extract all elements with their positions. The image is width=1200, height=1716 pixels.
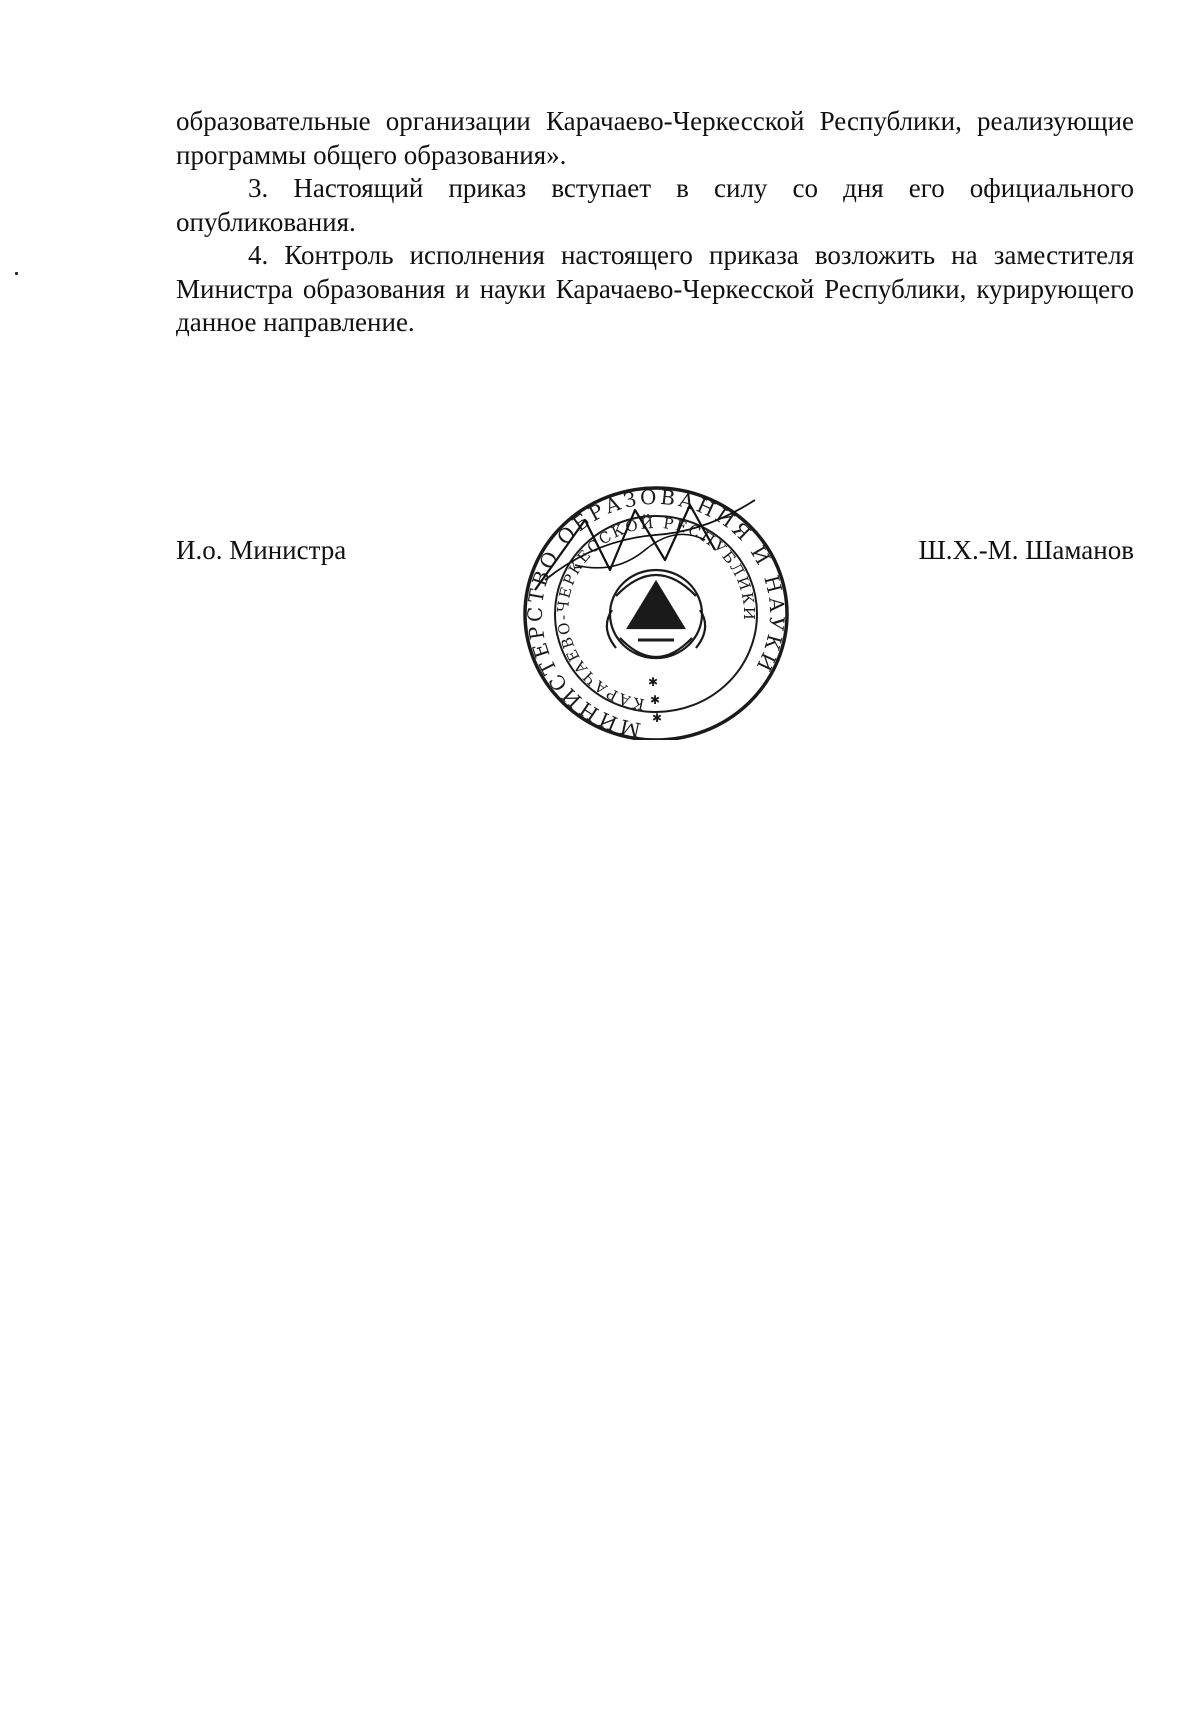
paragraph-item-4: 4. Контроль исполнения настоящего приказа возложить на заместителя Министра образования и науки Карачаево-Черкесской Республики, курирующего данное направление. bbox=[176, 240, 1134, 337]
paragraph-item-3: 3. Настоящий приказ вступает в силу со дня его официального опубликования. bbox=[176, 173, 1134, 237]
seal-inner-textpath: КАРАЧАЕВО-ЧЕРКЕССКОЙ РЕСПУБЛИКИ bbox=[553, 513, 759, 714]
seal-stars bbox=[648, 675, 662, 725]
svg-text:✱: ✱ bbox=[650, 693, 661, 707]
scan-speck bbox=[15, 272, 18, 275]
svg-text:✱: ✱ bbox=[648, 675, 659, 689]
signatory-position: И.о. Министра bbox=[176, 535, 347, 565]
svg-text:✱: ✱ bbox=[652, 711, 663, 725]
document-body bbox=[176, 105, 1134, 340]
paragraph-continuation: образовательные организации Карачаево-Черкесской Республики, реализующие программы общего образования». bbox=[176, 106, 1134, 170]
signatory-name: Ш.Х.-М. Шаманов bbox=[918, 535, 1134, 565]
seal-outer-textpath: МИНИСТЕРСТВО ОБРАЗОВАНИЯ И НАУКИ bbox=[522, 484, 790, 740]
handwritten-signature bbox=[515, 480, 775, 620]
